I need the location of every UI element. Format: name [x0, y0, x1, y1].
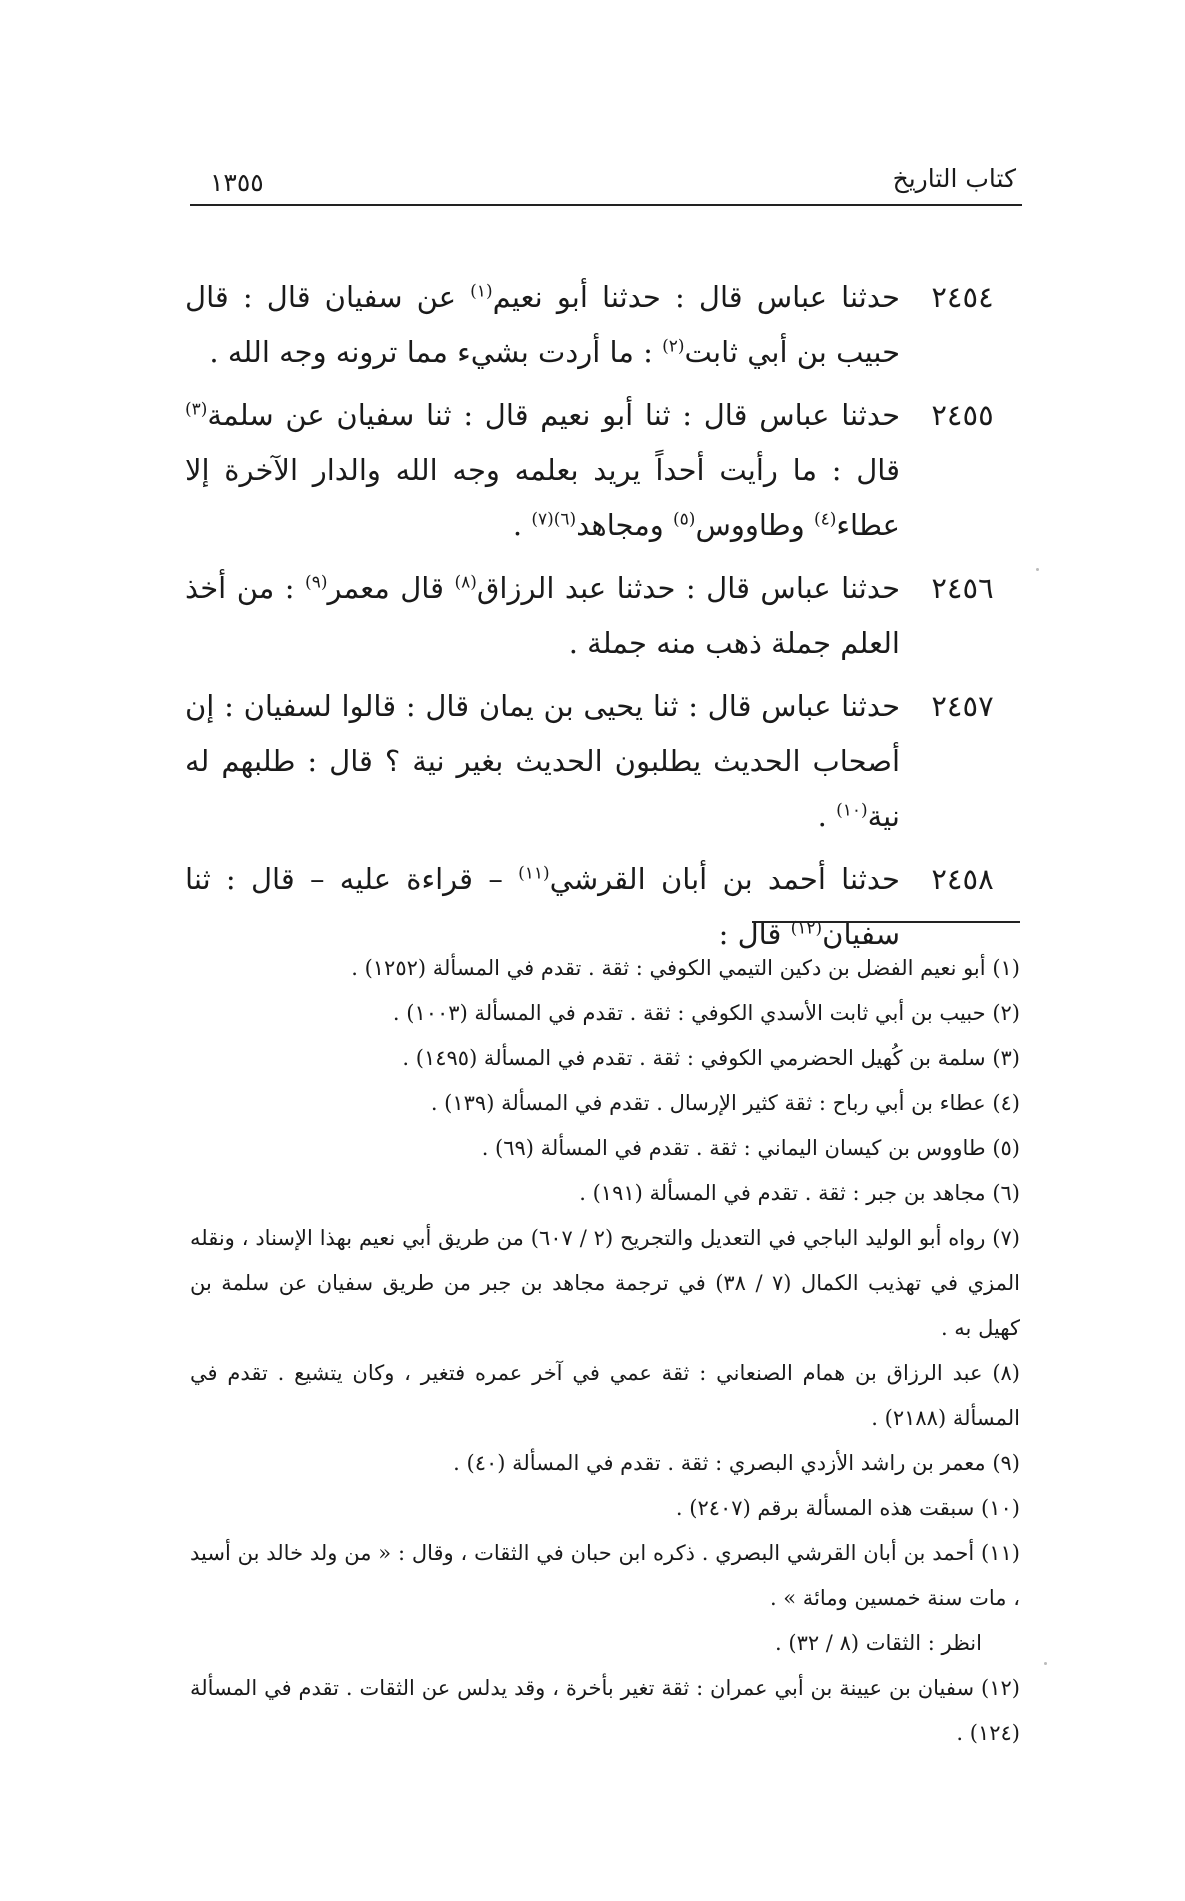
- footnote: [190, 1486, 1020, 1531]
- footnote: [190, 1351, 1020, 1441]
- footnote: [190, 991, 1020, 1036]
- entry-number: ٢٤٥٧: [931, 689, 994, 723]
- footnote: [190, 1216, 1020, 1351]
- entry-text-run: حدثنا عباس قال : حدثنا عبد الرزاق: [476, 571, 900, 605]
- footnote-separator: [752, 921, 1020, 923]
- entry-text-run: – قراءة عليه – قال : ثنا سفيان: [185, 862, 900, 951]
- entry-number: ٢٤٥٨: [931, 862, 994, 896]
- footnote-mark: (١١): [981, 1541, 1020, 1565]
- footnote-text: مجاهد بن جبر : ثقة . تقدم في المسألة (١٩١) .: [579, 1181, 986, 1205]
- footnote-ref: (٥): [673, 509, 696, 530]
- entries-list: [185, 270, 1010, 970]
- footnote: [190, 946, 1020, 991]
- footnote-text: سفيان بن عيينة بن أبي عمران : ثقة تغير بأخرة ، وقد يدلس عن الثقات . تقدم في المسألة (١٢٤) .: [190, 1676, 1020, 1745]
- footnote-mark: (٣): [992, 1046, 1020, 1070]
- footnote: [190, 1126, 1020, 1171]
- footnote-text: سبقت هذه المسألة برقم (٢٤٠٧) .: [675, 1496, 975, 1520]
- footnote: [190, 1441, 1020, 1486]
- footnote-ref: (٩): [305, 572, 328, 593]
- footnote-mark: (٥): [992, 1136, 1020, 1160]
- footnote-text-continued: سنة خمسين ومائة » .: [769, 1586, 963, 1610]
- entry-text-run: .: [817, 799, 837, 833]
- footnote-mark: (١٢): [981, 1676, 1020, 1700]
- entry-text-run: حدثنا عباس قال : حدثنا أبو نعيم: [492, 280, 900, 314]
- footnote: [190, 1081, 1020, 1126]
- entry: [185, 388, 1010, 553]
- footnote-mark: (٤): [992, 1091, 1020, 1115]
- footnote-text: معمر بن راشد الأزدي البصري : ثقة . تقدم في المسألة (٤٠) .: [453, 1451, 986, 1475]
- entry-text-run: ومجاهد: [576, 508, 674, 542]
- footnote-ref: (١١): [518, 863, 550, 884]
- footnote-ref: (١٢): [790, 918, 823, 939]
- footnote-see-also: انظر : الثقات (٨ / ٣٢) .: [775, 1631, 982, 1655]
- entry-number: ٢٤٥٤: [931, 280, 994, 314]
- entry-text-run: .: [512, 508, 532, 542]
- scan-speck: [1044, 1662, 1047, 1665]
- entry-number: ٢٤٥٥: [931, 398, 994, 432]
- footnote-text: أحمد بن أبان القرشي البصري . ذكره ابن حبان في الثقات ، وقال : « من ولد خالد بن أسيد ، مات: [190, 1541, 1020, 1610]
- entry-text: [185, 270, 900, 380]
- footnote-ref: (٢): [662, 336, 685, 357]
- entry-text-run: حدثنا عباس قال : ثنا أبو نعيم قال : ثنا سفيان عن سلمة: [207, 398, 900, 432]
- footnote-text: عطاء بن أبي رباح : ثقة كثير الإرسال . تقدم في المسألة (١٣٩) .: [430, 1091, 986, 1115]
- footnote-ref: (١): [470, 281, 493, 302]
- entry-text-run: : ما أردت بشيء مما ترونه وجه الله .: [209, 335, 663, 369]
- footnote-mark: (٩): [992, 1451, 1020, 1475]
- entry-text: [185, 561, 900, 671]
- footnote-ref: (١٠): [836, 800, 868, 821]
- footnote-text: رواه أبو الوليد الباجي في التعديل والتجريح (٢ / ٦٠٧) من طريق أبي نعيم بهذا الإسناد ، ونقله المزي: [190, 1226, 1020, 1295]
- scan-speck: [1036, 568, 1039, 571]
- footnote-text: عبد الرزاق بن همام الصنعاني : ثقة عمي في آخر عمره فتغير ، وكان يتشيع . تقدم في المسألة: [190, 1361, 1020, 1430]
- entry-number: ٢٤٥٦: [931, 571, 994, 605]
- footnote-text-continued: (٢١٨٨) .: [871, 1406, 947, 1430]
- footnote-mark: (١٠): [981, 1496, 1020, 1520]
- footnote-text: حبيب بن أبي ثابت الأسدي الكوفي : ثقة . تقدم في المسألة (١٠٠٣) .: [392, 1001, 986, 1025]
- entry: [185, 270, 1010, 380]
- entry: [185, 561, 1010, 671]
- entry-text-run: قال : ما رأيت أحداً يريد بعلمه وجه الله والدار الآخرة إلا عطاء: [185, 453, 900, 542]
- entry-text-run: حدثنا أحمد بن أبان القرشي: [549, 862, 900, 896]
- page-number: ١٣٥٥: [210, 168, 264, 197]
- footnote-mark: (٧): [992, 1226, 1020, 1250]
- entry-text-run: قال معمر: [327, 571, 455, 605]
- footnote-text: أبو نعيم الفضل بن دكين التيمي الكوفي : ثقة . تقدم في المسألة (١٢٥٢) .: [351, 956, 986, 980]
- footnote-ref: (٨): [454, 572, 477, 593]
- footnote-mark: (١): [992, 956, 1020, 980]
- entry-text-run: حدثنا عباس قال : ثنا يحيى بن يمان قال : قالوا لسفيان : إن أصحاب الحديث يطلبون الحديث بغير نية ؟ قال : طلبهم له نية: [185, 689, 900, 833]
- footnotes-list: [190, 946, 1020, 1756]
- footnote: [190, 1531, 1020, 1621]
- entry-text-run: وطاووس: [695, 508, 814, 542]
- entry-text-run: قال :: [718, 917, 791, 951]
- footnote: [190, 1036, 1020, 1081]
- book-title: كتاب التاريخ: [892, 164, 1016, 193]
- entry-text-run: عن سفيان قال : قال حبيب بن أبي ثابت: [185, 280, 900, 369]
- footnote: [190, 1666, 1020, 1756]
- footnote-text: سلمة بن كُهيل الحضرمي الكوفي : ثقة . تقدم في المسألة (١٤٩٥) .: [402, 1046, 986, 1070]
- entry: [185, 679, 1010, 844]
- footnote-ref: (٣): [185, 399, 208, 420]
- footnote: [190, 1171, 1020, 1216]
- footnote-ref: (٦)(٧): [531, 509, 577, 530]
- entry-text: [185, 388, 900, 553]
- entry-text-run: : من أخذ العلم جملة ذهب منه جملة .: [185, 571, 900, 660]
- footnote-mark: (٨): [992, 1361, 1020, 1385]
- footnote-ref: (٤): [814, 509, 837, 530]
- footnote-mark: (٢): [992, 1001, 1020, 1025]
- running-head: [190, 164, 1022, 206]
- entry-text: [185, 679, 900, 844]
- footnote-text: طاووس بن كيسان اليماني : ثقة . تقدم في المسألة (٦٩) .: [481, 1136, 986, 1160]
- footnote-text-continued: في تهذيب الكمال (٧ / ٣٨) في ترجمة مجاهد بن جبر من طريق سفيان عن سلمة بن كهيل به .: [190, 1271, 1020, 1340]
- footnote-mark: (٦): [992, 1181, 1020, 1205]
